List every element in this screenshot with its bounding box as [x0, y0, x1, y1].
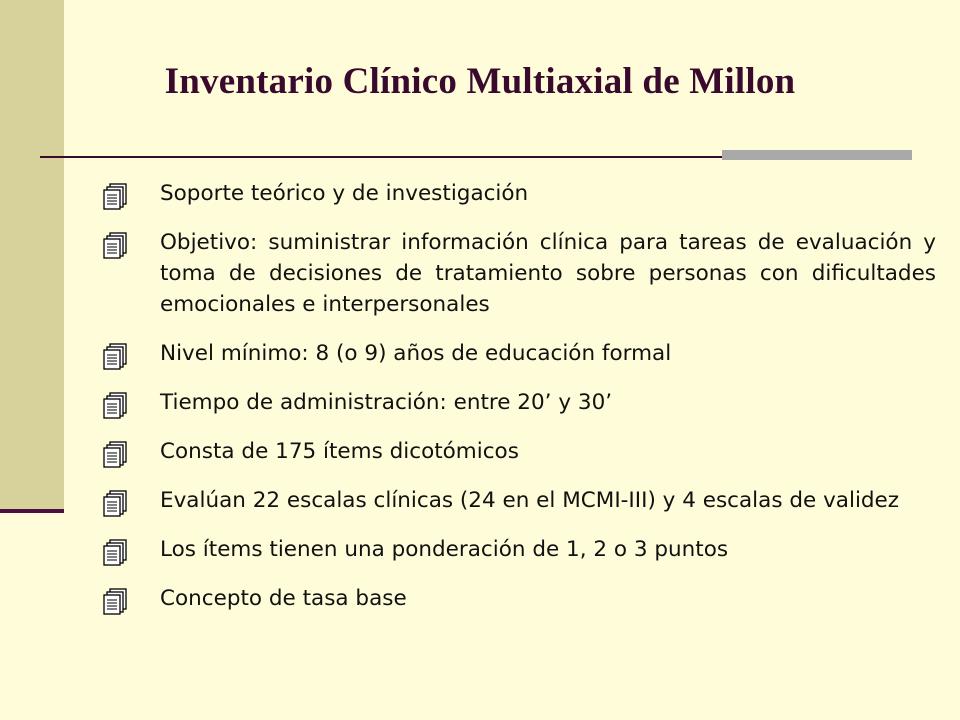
list-item — [102, 338, 936, 369]
stacked-pages-icon — [102, 440, 130, 468]
stacked-pages-icon — [102, 182, 130, 210]
stacked-pages-icon — [102, 231, 130, 259]
list-item — [102, 387, 936, 418]
bullet-text: Nivel mínimo: 8 (o 9) años de educación formal — [160, 341, 672, 366]
bullet-text: Objetivo: suministrar información clínica para tareas de evaluación y toma de decisiones de tratamiento sobre personas con dificultades emocionales e interpersonales — [160, 230, 936, 317]
list-item — [102, 485, 936, 516]
list-item — [102, 534, 936, 565]
bullet-text: Soporte teórico y de investigación — [160, 181, 529, 206]
left-band-underline — [0, 509, 64, 513]
bullet-text: Consta de 175 ítems dicotómicos — [160, 439, 519, 464]
stacked-pages-icon — [102, 489, 130, 517]
stacked-pages-icon — [102, 342, 130, 370]
bullet-text: Evalúan 22 escalas clínicas (24 en el MCMI-III) y 4 escalas de validez — [160, 488, 900, 513]
bullet-text: Tiempo de administración: entre 20’ y 30’ — [160, 390, 613, 415]
stacked-pages-icon — [102, 538, 130, 566]
title-divider-accent — [722, 150, 912, 160]
stacked-pages-icon — [102, 391, 130, 419]
list-item — [102, 178, 936, 209]
bullet-text: Los ítems tienen una ponderación de 1, 2 o 3 puntos — [160, 537, 729, 562]
slide-title: Inventario Clínico Multiaxial de Millon — [164, 61, 796, 102]
bullet-list — [102, 178, 936, 632]
list-item — [102, 583, 936, 614]
bullet-text: Concepto de tasa base — [160, 586, 407, 611]
list-item — [102, 436, 936, 467]
stacked-pages-icon — [102, 587, 130, 615]
list-item — [102, 227, 936, 320]
